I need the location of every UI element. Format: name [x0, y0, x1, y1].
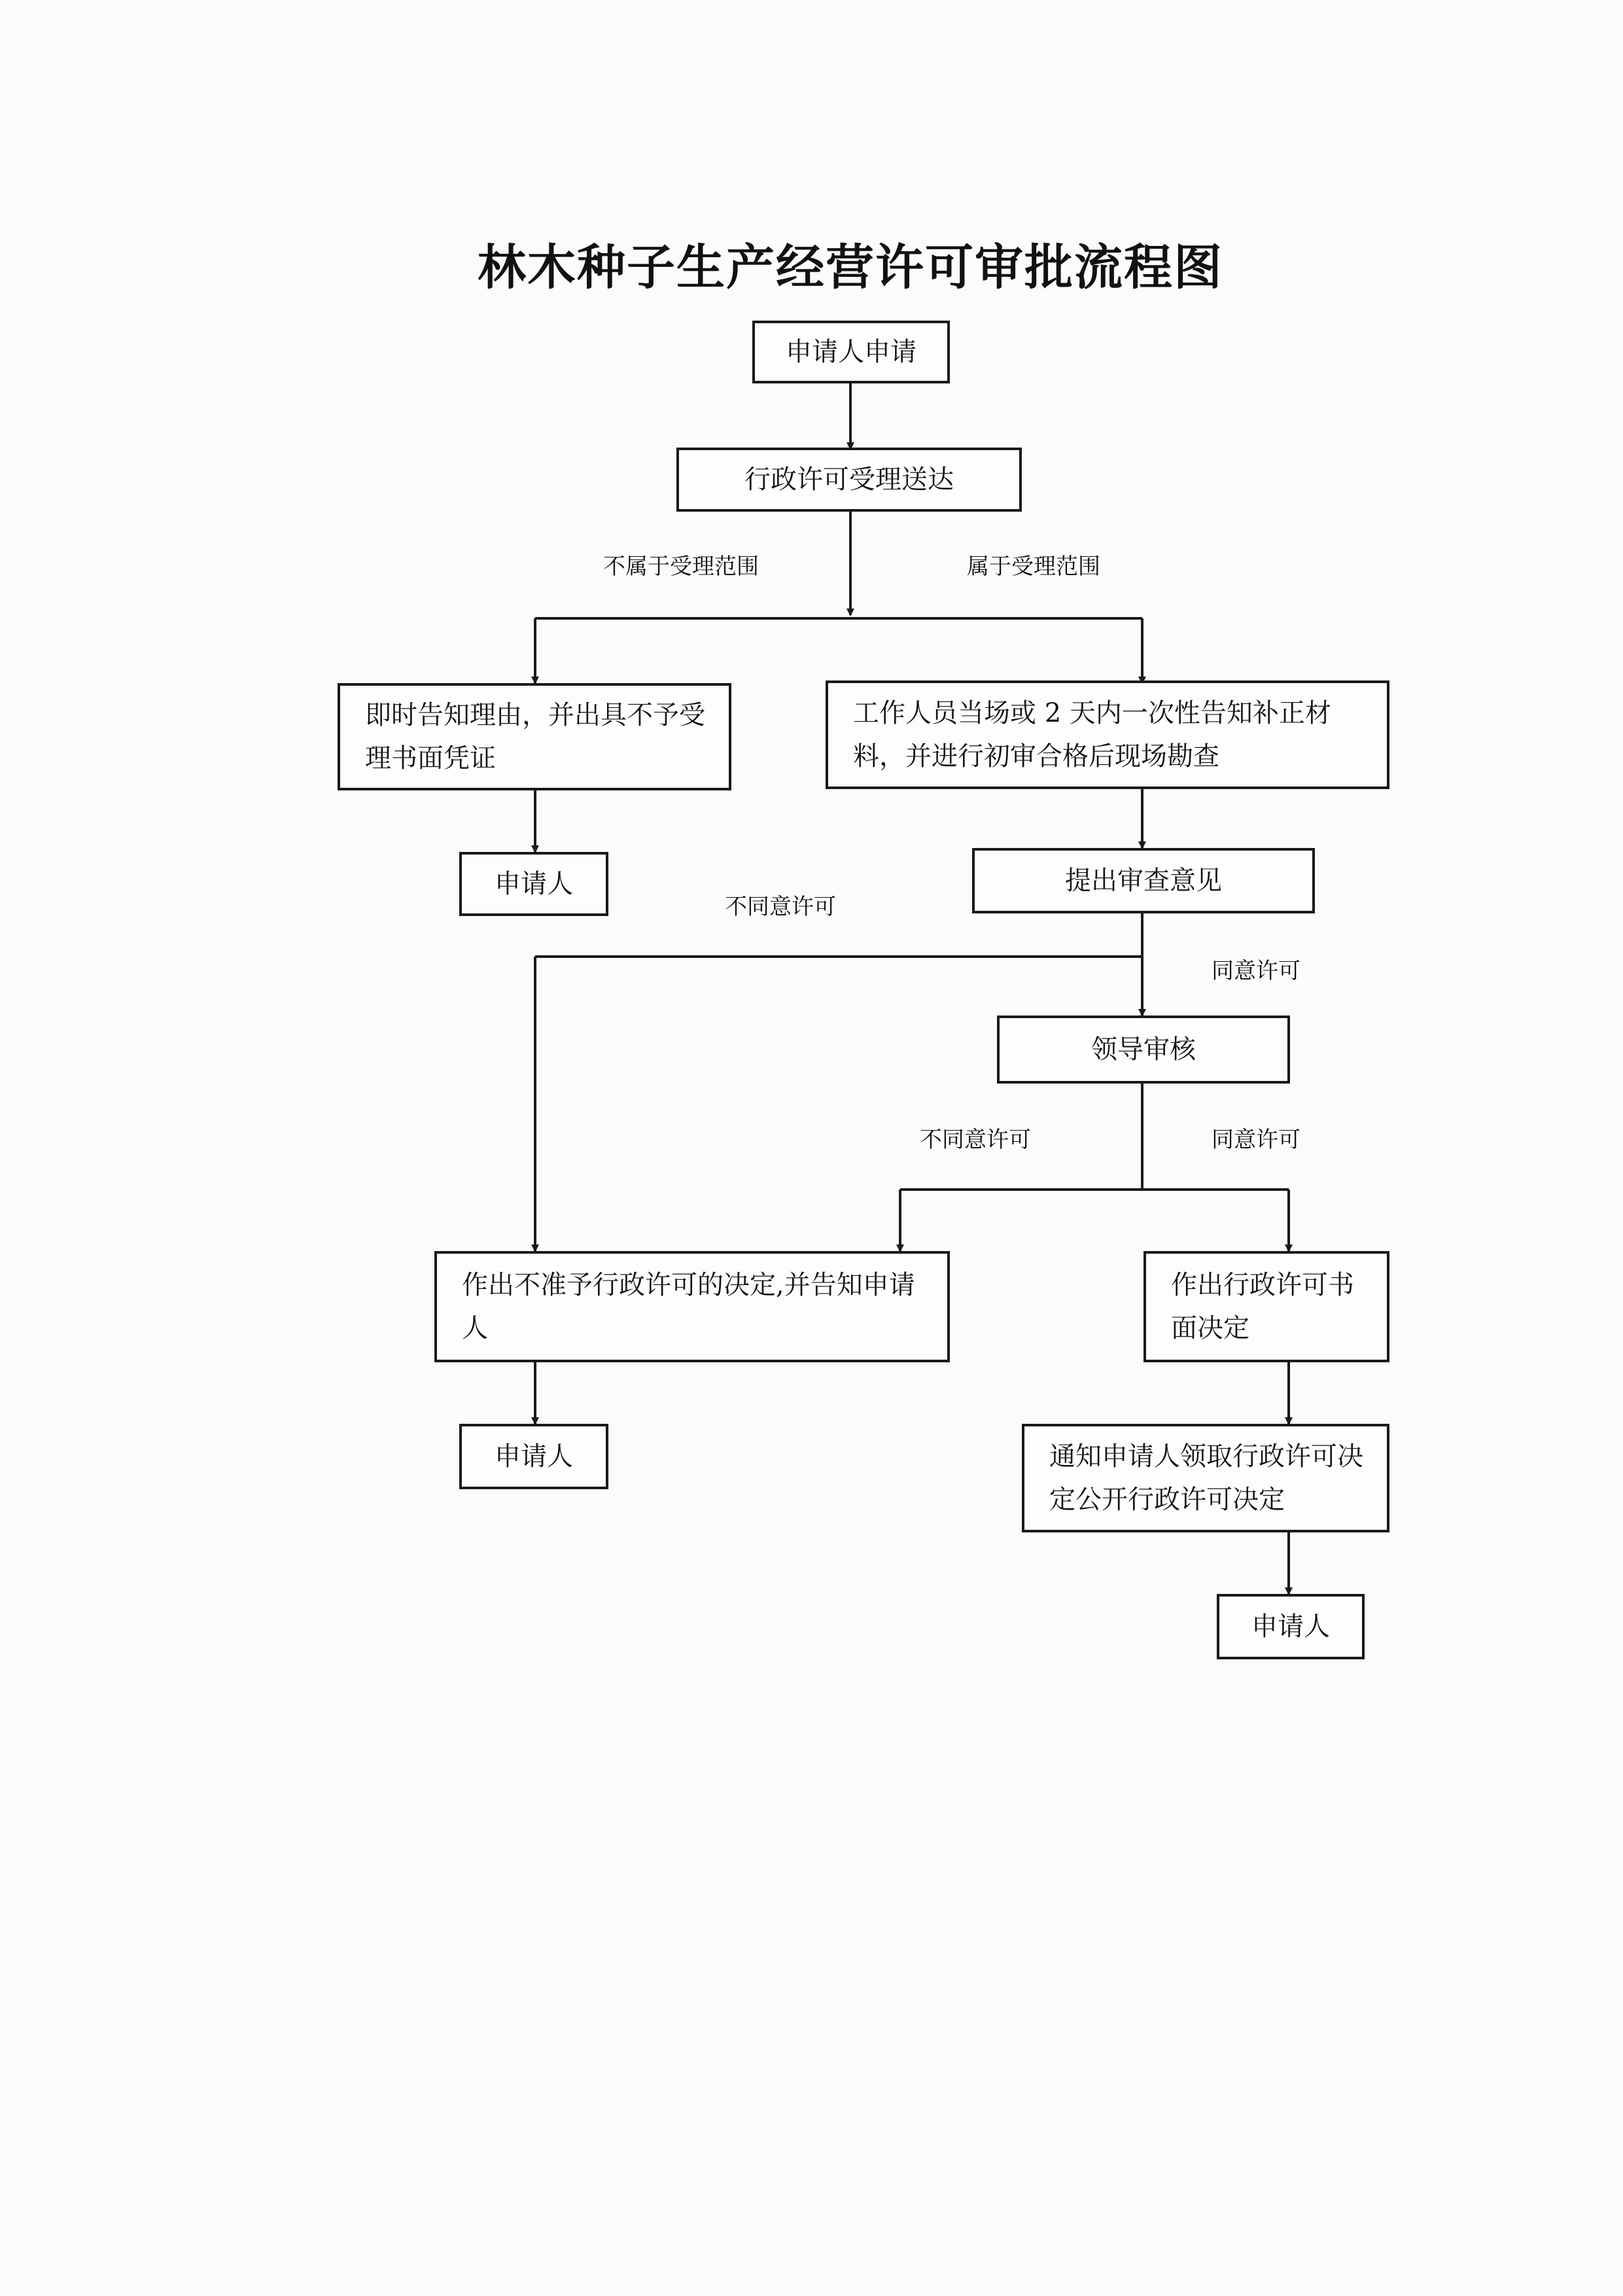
node-grant-decision: [1143, 1251, 1389, 1362]
node-applicant-3: [1217, 1594, 1365, 1659]
node-applicant-3-label: 申请人: [1251, 1612, 1330, 1642]
node-staff-check: [826, 680, 1389, 789]
node-accept: [676, 448, 1022, 512]
node-applicant-2-label: 申请人: [495, 1441, 573, 1472]
node-reject-notice: [338, 683, 731, 790]
node-leader-review: [997, 1016, 1290, 1084]
diagram-title: 林木种子生产经营许可审批流程图: [478, 239, 1223, 296]
node-review-opinion-label: 提出审查意见: [1065, 866, 1222, 896]
node-applicant-1-label: 申请人: [495, 869, 573, 899]
edge-label-agree-2: 同意许可: [1212, 1127, 1300, 1153]
edge-label-disagree-1: 不同意许可: [725, 894, 836, 920]
node-review-opinion: [972, 848, 1315, 913]
edge-label-agree-1: 同意许可: [1212, 958, 1300, 984]
edge-label-disagree-2: 不同意许可: [920, 1127, 1031, 1153]
node-apply-label: 申请人申请: [786, 337, 916, 367]
node-leader-review-label: 领导审核: [1091, 1034, 1196, 1065]
edge-label-not-in-scope: 不属于受理范围: [603, 554, 759, 580]
node-grant-decision-label: 作出行政许可书面决定: [1171, 1270, 1354, 1343]
node-deny-decision: [434, 1251, 950, 1362]
node-staff-check-label: 工作人员当场或 2 天内一次性告知补正材料，并进行初审合格后现场勘查: [853, 698, 1331, 771]
node-applicant-2: [459, 1424, 608, 1489]
edge-label-in-scope: 属于受理范围: [967, 554, 1100, 580]
node-deny-decision-label: 作出不准予行政许可的决定,并告知申请人: [462, 1270, 915, 1343]
node-notify-publish: [1022, 1424, 1389, 1532]
node-accept-label: 行政许可受理送达: [744, 465, 954, 495]
node-applicant-1: [459, 852, 608, 916]
node-reject-notice-label: 即时告知理由，并出具不予受理书面凭证: [365, 700, 705, 773]
node-notify-publish-label: 通知申请人领取行政许可决定公开行政许可决定: [1049, 1441, 1363, 1515]
node-apply: [752, 321, 950, 383]
